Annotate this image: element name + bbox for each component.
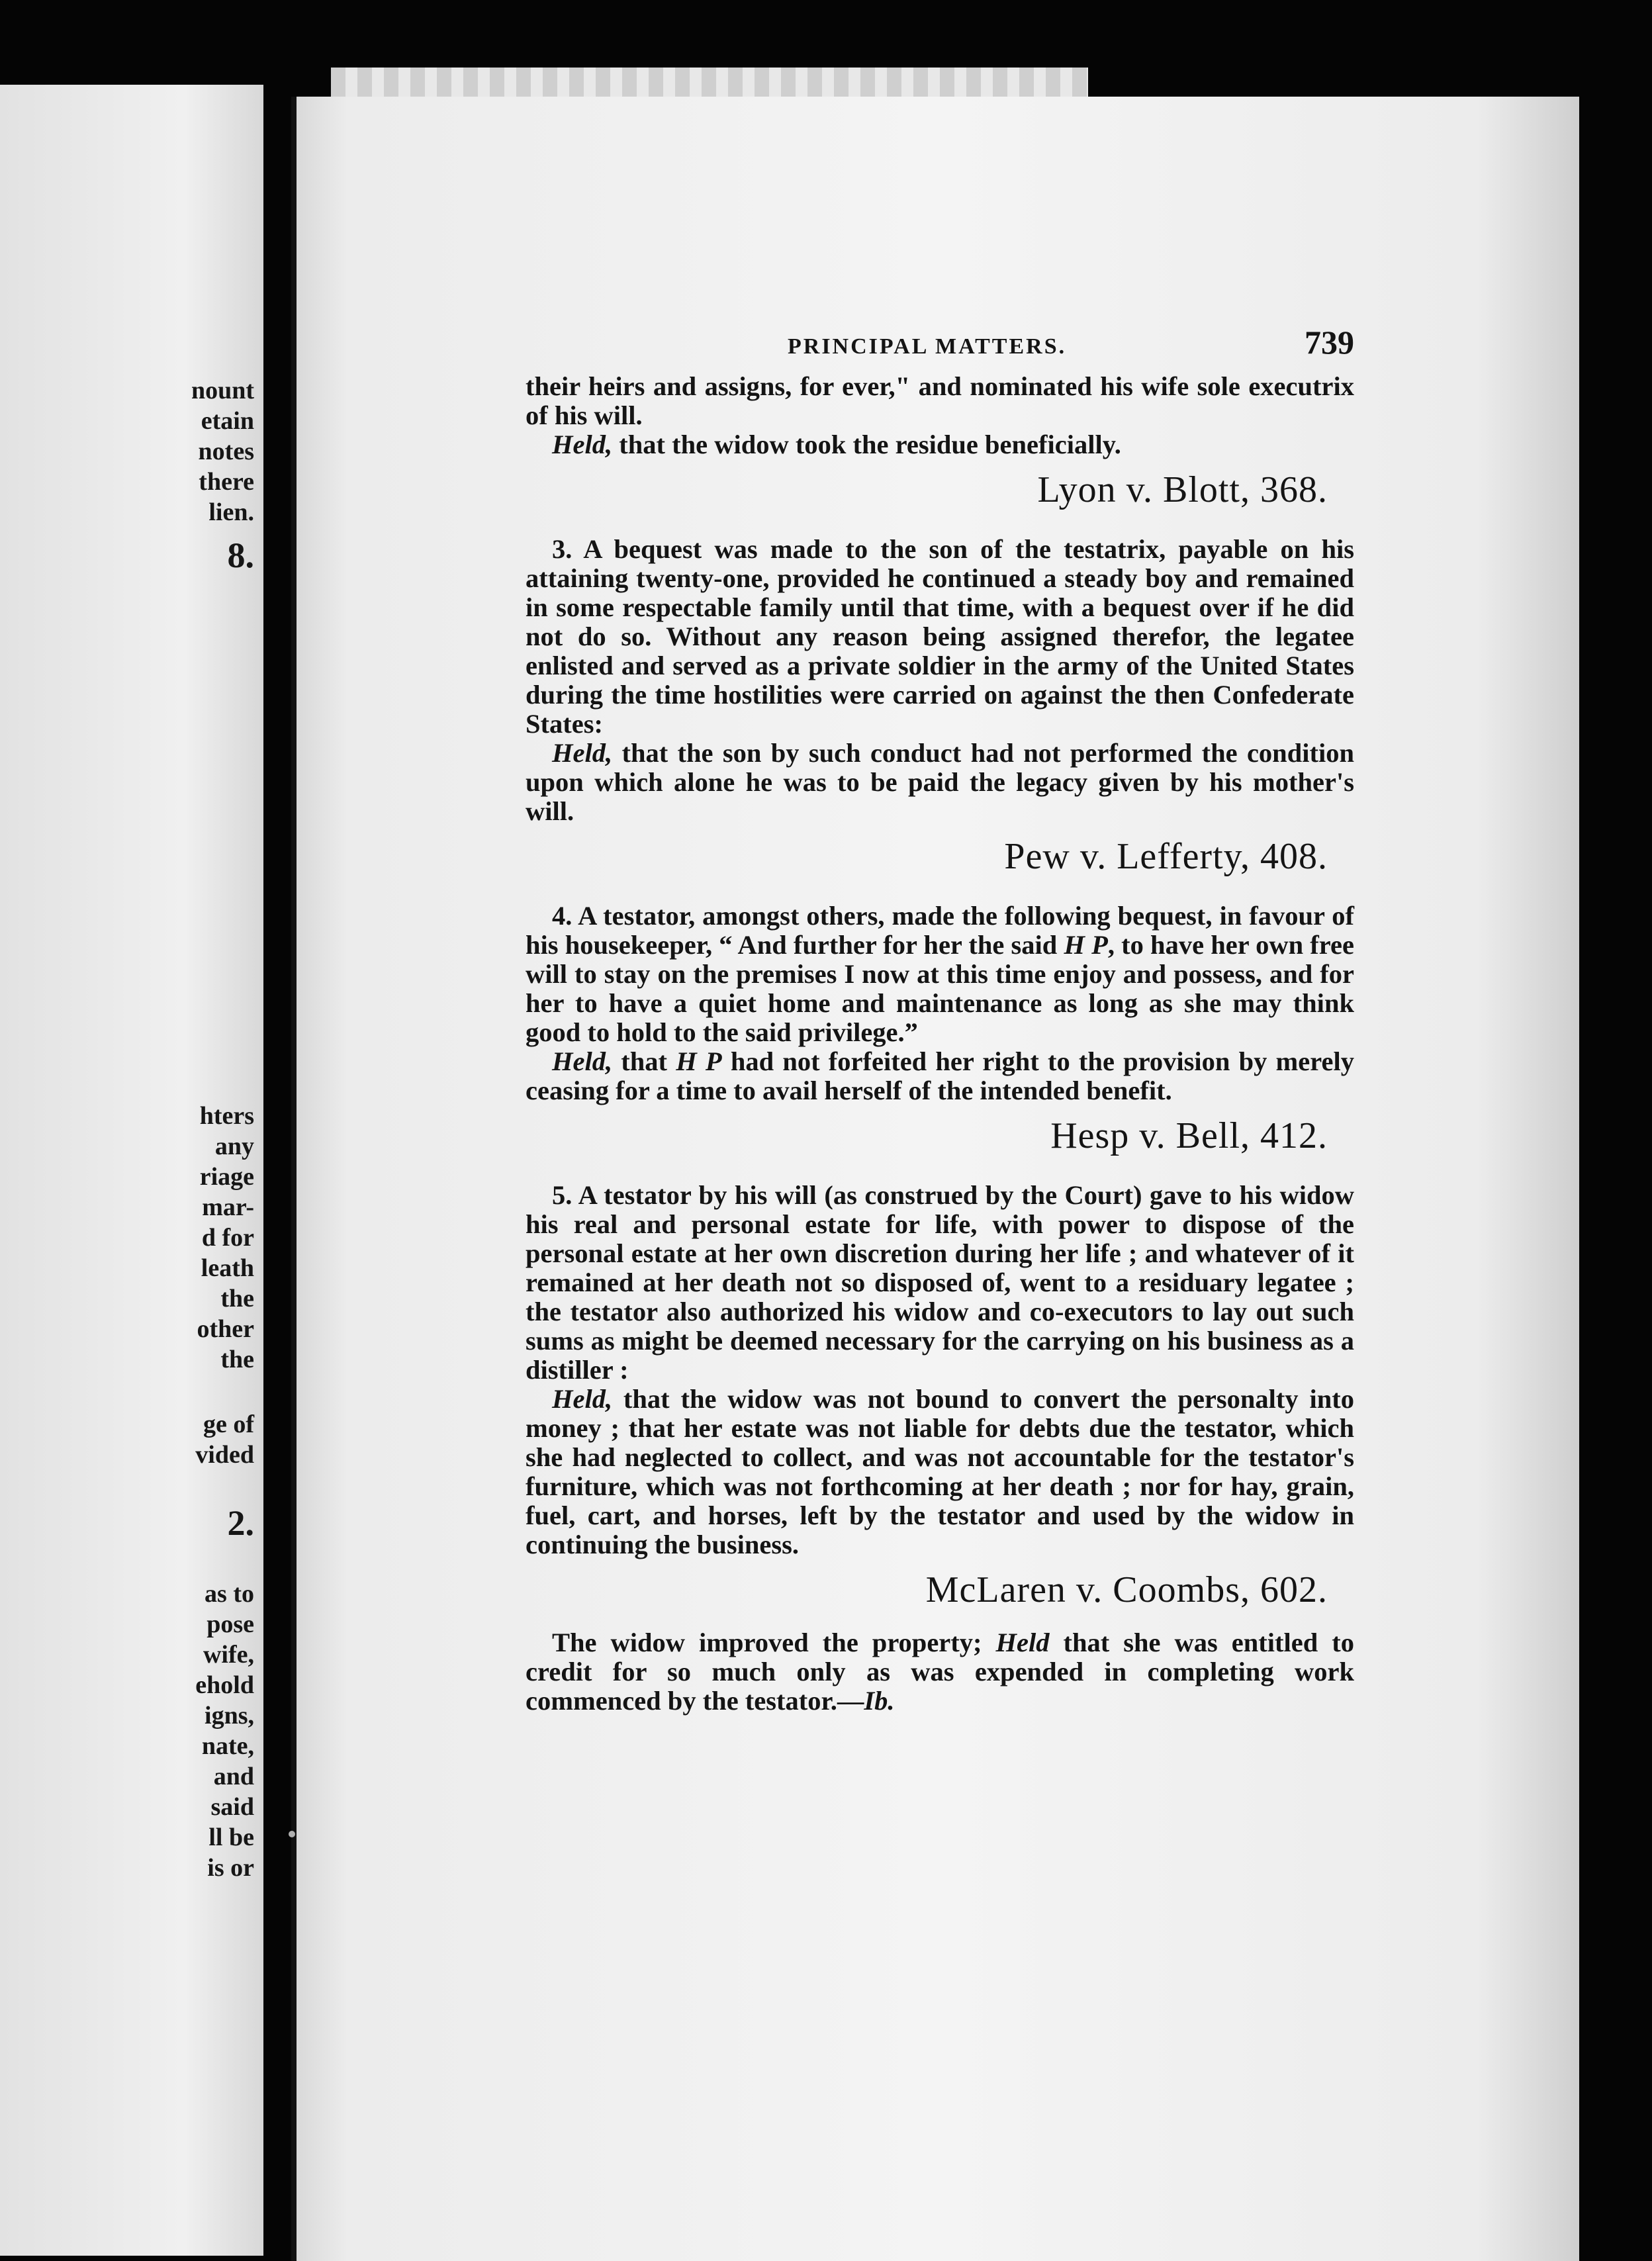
held-label: Held bbox=[995, 1628, 1050, 1657]
left-page-text-fragment: igns, bbox=[205, 1702, 254, 1730]
paragraph-text: that she was entitled to credit for so much only as was expended in completing work commenced by the testator.— bbox=[526, 1628, 1354, 1716]
held-paragraph bbox=[526, 430, 1354, 459]
numbered-paragraph bbox=[526, 535, 1354, 739]
left-page-text-fragment: there bbox=[199, 468, 254, 496]
left-page-text-fragment: nate, bbox=[201, 1732, 254, 1760]
paragraph-text: their heirs and assigns, for ever," and nominated his wife sole executrix of his will. bbox=[526, 371, 1354, 430]
paragraph-text: 4. A testator, amongst others, made the following bequest, in favour of his housekeeper, “ And further for her the said bbox=[526, 901, 1354, 960]
left-page-text-fragment: any bbox=[214, 1132, 254, 1160]
left-page-text-fragment: and bbox=[213, 1763, 254, 1790]
paragraph-text: The widow improved the property; bbox=[552, 1628, 996, 1657]
held-label: Held, bbox=[552, 430, 613, 459]
page-number: 739 bbox=[1305, 324, 1354, 361]
left-page-text-fragment: ehold bbox=[195, 1671, 254, 1699]
left-page-text-fragment: hters bbox=[199, 1102, 254, 1130]
paragraph-text: 3. A bequest was made to the son of the testatrix, payable on his attaining twenty-one, provided he continued a steady boy and remained in some respectable family until that time, with a bequest over if he did not do so. Without any reason being assigned therefor, the legatee enlisted and served as a private soldier in the army of the United States during the time hostilities were carried on against the then Confederate States: bbox=[526, 534, 1354, 739]
left-page-text-fragment: leath bbox=[201, 1254, 254, 1282]
held-text: that bbox=[612, 1046, 676, 1076]
left-page-text-fragment: said bbox=[210, 1793, 254, 1821]
held-text: that the son by such conduct had not performed the condition upon which alone he was to be paid the legacy given by his mother's will. bbox=[526, 738, 1354, 826]
held-label: Held, bbox=[552, 1046, 613, 1076]
numbered-paragraph bbox=[526, 901, 1354, 1047]
left-page-text-fragment: 2. bbox=[227, 1503, 254, 1543]
running-title: PRINCIPAL MATTERS. bbox=[788, 334, 1067, 359]
initials: H P bbox=[1064, 930, 1108, 960]
left-page-text-fragment: the bbox=[220, 1285, 254, 1313]
page-content bbox=[526, 323, 1354, 1716]
initials: H P bbox=[676, 1046, 722, 1076]
left-page-text-fragment: etain bbox=[201, 407, 254, 435]
left-page-text-fragment: ll be bbox=[208, 1823, 254, 1851]
left-page-text-fragment: ge of bbox=[203, 1410, 254, 1438]
left-page-text-fragment: as to bbox=[205, 1580, 254, 1608]
ink-dot bbox=[289, 1831, 295, 1837]
paragraph-continuation bbox=[526, 372, 1354, 430]
ibid-label: Ib. bbox=[864, 1686, 895, 1716]
left-page-text-fragment: riage bbox=[199, 1163, 254, 1191]
case-citation: Lyon v. Blott, 368. bbox=[1037, 469, 1328, 510]
held-label: Held, bbox=[552, 1384, 613, 1414]
left-page-text-fragment: notes bbox=[198, 438, 254, 465]
left-page-text-fragment: wife, bbox=[203, 1641, 254, 1669]
running-head bbox=[788, 323, 1354, 361]
left-page-text-fragment: nount bbox=[191, 377, 254, 404]
left-page-text-fragment: the bbox=[220, 1346, 254, 1373]
held-text: that the widow was not bound to convert the personalty into money ; that her estate was not liable for debts due the testator, which she had neglected to collect, and was not accountable for the testator's furniture, which was not forthcoming at her death ; nor for hay, grain, fuel, cart, and horses, left by the testator and used by the widow in continuing the business. bbox=[526, 1384, 1354, 1559]
previous-page-edge bbox=[0, 85, 263, 2256]
left-page-text-fragment: vided bbox=[195, 1441, 254, 1469]
paragraph-text: 5. A testator by his will (as construed by the Court) gave to his widow his real and personal estate for life, with power to dispose of the personal estate at her own discretion during her life ; and whatever of it remained at her death not so disposed of, went to a residuary legatee ; the testator also authorized his widow and co-executors to lay out such sums as might be deemed necessary for the carrying on his business as a distiller : bbox=[526, 1180, 1354, 1385]
final-paragraph bbox=[526, 1628, 1354, 1716]
case-citation: McLaren v. Coombs, 602. bbox=[925, 1569, 1328, 1610]
held-text: had not forfeited her right to the provision by merely ceasing for a time to avail herself of the intended benefit. bbox=[526, 1046, 1354, 1105]
held-label: Held, bbox=[552, 738, 613, 768]
case-citation: Hesp v. Bell, 412. bbox=[1050, 1115, 1328, 1156]
paragraph-text: , to have her own free will to stay on the premises I now at this time enjoy and possess, and for her to have a quiet home and maintenance as long as she may think good to hold to the said privilege.” bbox=[526, 930, 1354, 1047]
left-page-text-fragment: other bbox=[197, 1315, 254, 1343]
left-page-text-fragment: lien. bbox=[208, 498, 254, 526]
case-citation: Pew v. Lefferty, 408. bbox=[1004, 836, 1328, 877]
left-page-text-fragment: is or bbox=[207, 1854, 254, 1882]
numbered-paragraph bbox=[526, 1181, 1354, 1385]
held-paragraph bbox=[526, 1385, 1354, 1559]
held-paragraph bbox=[526, 1047, 1354, 1105]
held-text: that the widow took the residue beneficially. bbox=[612, 430, 1121, 459]
held-paragraph bbox=[526, 739, 1354, 826]
left-page-text-fragment: 8. bbox=[227, 535, 254, 575]
left-page-text-fragment: pose bbox=[206, 1610, 254, 1638]
left-page-text-fragment: d for bbox=[201, 1224, 254, 1252]
left-page-text-fragment: mar- bbox=[202, 1193, 254, 1221]
